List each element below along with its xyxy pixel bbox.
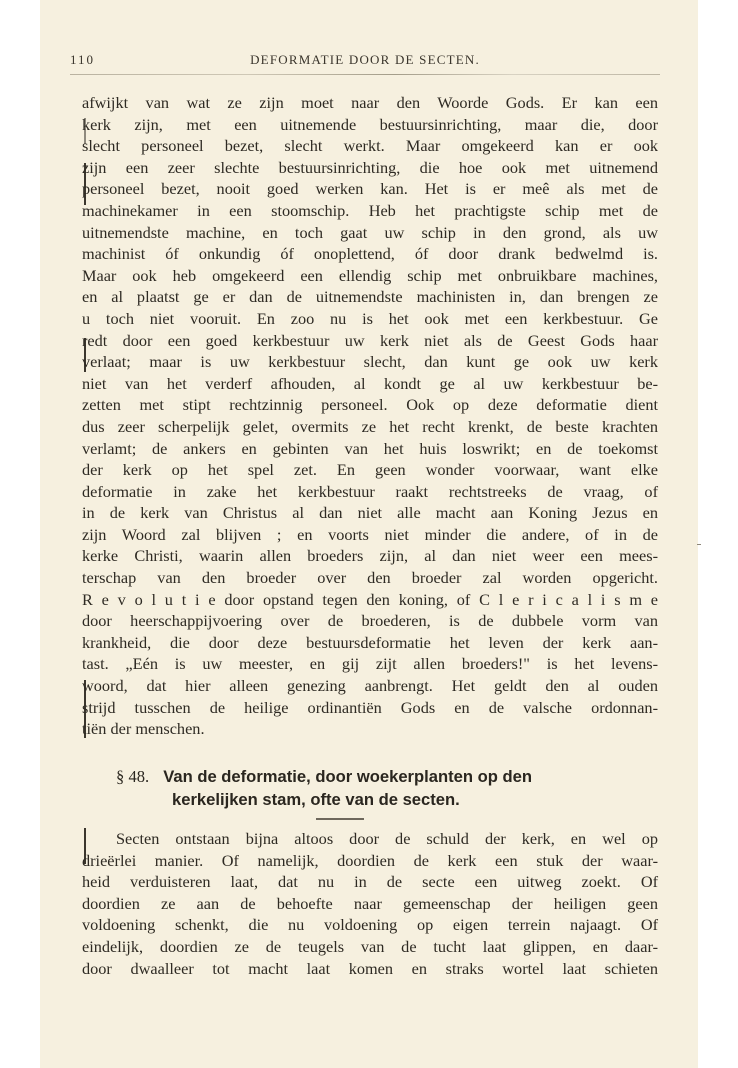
text-line: u toch niet vooruit. En zoo nu is het ook met een kerkbestuur. Ge [82,308,658,328]
text-line: doordien ze aan de behoefte naar gemeenschap der heiligen geen [82,893,658,913]
paragraph-secten [82,828,658,979]
section-title-line-1: Van de deformatie, door woekerplanten op den [163,767,533,786]
text-line: kerke Christi, waarin allen broeders zijn, al dan niet weer een mees- [82,546,658,566]
text-line: terschap van den broeder over den broeder zal worden opgericht. [82,568,658,588]
text-line: niet van het verderf afhouden, al kondt ge al uw kerkbestuur be- [82,373,658,393]
text-line: slecht personeel bezet, slecht werkt. Maar omgekeerd kan er ook [82,136,658,156]
heading-ornament-rule [316,818,364,820]
text-line: eindelijk, doordien ze de teugels van de tucht laat glippen, en daar- [82,936,658,956]
running-head: DEFORMATIE DOOR DE SECTEN. [250,52,480,67]
text-line: en al plaatst ge er dan de uitnemendste machinisten in, dan brengen ze [82,287,658,307]
text-line: woord, dat hier alleen genezing aanbrengt. Het geldt den al ouden [82,676,658,696]
text-line: verlamt; de ankers en gebinten van het huis loswrikt; en de toekomst [82,438,658,458]
header-rule [70,74,660,75]
text-line: afwijkt van wat ze zijn moet naar den Woorde Gods. Er kan een [82,93,658,112]
text-line: tiën der menschen. [82,719,205,739]
section-number: § 48. [116,767,150,786]
text-line: redt door een goed kerkbestuur uw kerk niet als de Geest Gods haar [82,330,658,350]
text-line: zijn een zeer slechte bestuursinrichting, die hoe ook met uitnemend [82,157,658,177]
section-title-line-2: kerkelijken stam, ofte van de secten. [172,790,460,809]
text-line: strijd tusschen de heilige ordinantiën Gods en de valsche ordonnan- [82,697,658,717]
text-line: personeel bezet, nooit goed werken kan. Het is er meê als met de [82,179,658,199]
text-line: in de kerk van Christus al dan niet alle macht aan Koning Jezus en [82,503,658,523]
section-heading-line-1 [116,765,661,788]
text-line: dus zeer scherpelijk gelet, overmits ze het recht krenkt, de beste krachten [82,416,658,436]
page-number: 110 [70,52,96,67]
text-line: drieërlei manier. Of namelijk, doordien de kerk een stuk der waar- [82,850,658,870]
text-line: heid verduisteren laat, dat nu in de secte een uitweg zoekt. Of [82,872,658,892]
text-line: Secten ontstaan bijna altoos door de schuld der kerk, en wel op [116,829,658,848]
text-line: krankheid, die door deze bestuursdeformatie het leven der kerk aan- [82,632,658,652]
text-line: deformatie in zake het kerkbestuur raakt rechtstreeks de vraag, of [82,481,658,501]
page-header [70,52,660,74]
text-line: tast. „Eén is uw meester, en gij zijt allen broeders!" is het levens- [82,654,658,674]
text-line: kerk zijn, met een uitnemende bestuursinrichting, maar die, door [82,114,658,134]
text-line: voldoening schenkt, die nu voldoening op eigen terrein najaagt. Of [82,915,658,935]
text-line: uitnemendste machine, en toch gaat uw schip in den grond, als uw [82,222,658,242]
text-line: verlaat; maar is uw kerkbestuur slecht, dan kunt ge ook uw kerk [82,352,658,372]
text-line: door dwaalleer tot macht laat komen en straks wortel laat schieten [82,958,658,978]
text-line: door heerschappijvoering over de broederen, is de dubbele vorm van [82,611,658,631]
text-line: zetten met stipt rechtzinnig personeel. Ook op deze deformatie dient [82,395,658,415]
text-line: Maar ook heb omgekeerd een ellendig schip met onbruikbare machines, [82,265,658,285]
text-line: zijn Woord zal blijven ; en voorts niet minder die andere, of in de [82,524,658,544]
text-line: machinist óf onkundig óf onoplettend, óf door drank bedwelmd is. [82,244,658,264]
text-line: machinekamer in een stoomschip. Heb het prachtigste schip met de [82,200,658,220]
paragraph-continued [82,92,658,740]
text-line: der kerk op het spel zet. En geen wonder voorwaar, want elke [82,460,658,480]
margin-dash [697,544,701,545]
text-line: R e v o l u t i e door opstand tegen den koning, of C l e r i c a l i s m e [82,589,658,609]
section-heading [116,765,661,811]
